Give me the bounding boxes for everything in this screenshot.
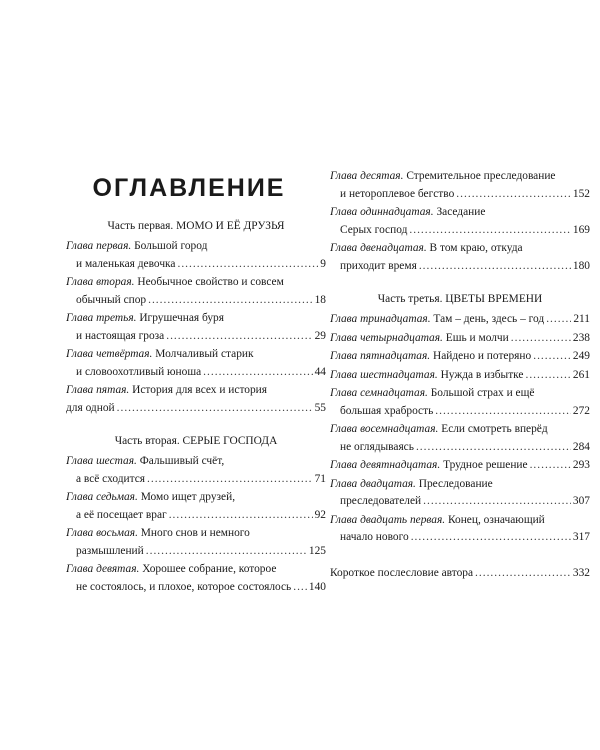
toc-title: ОГЛАВЛЕНИЕ bbox=[92, 174, 286, 202]
toc-entry-afterword bbox=[330, 565, 590, 583]
dot-leader bbox=[148, 292, 313, 310]
page-number: 125 bbox=[308, 544, 326, 557]
chapter-title: Найдено и потеряно bbox=[433, 350, 532, 362]
toc-entry bbox=[66, 346, 326, 381]
dot-leader bbox=[203, 364, 312, 382]
chapter-label: Глава седьмая. bbox=[66, 491, 138, 503]
chapter-title: Момо ищет друзей, bbox=[140, 491, 236, 503]
dot-leader bbox=[117, 400, 313, 418]
chapter-label: Глава первая. bbox=[66, 240, 132, 252]
toc-entry bbox=[330, 457, 590, 475]
chapter-title-cont: и нетороплевое бегство bbox=[340, 187, 455, 200]
toc-right-column bbox=[330, 168, 590, 583]
chapter-title: Нужда в избытке bbox=[440, 368, 524, 381]
chapter-title-cont: и настоящая гроза bbox=[76, 329, 165, 342]
chapter-label: Глава восемнадцатая. bbox=[330, 423, 439, 435]
chapter-title-cont: и маленькая девочка bbox=[76, 257, 176, 270]
dot-leader bbox=[166, 328, 312, 346]
chapter-title: Хорошее собрание, которое bbox=[142, 563, 277, 575]
chapter-title: Необычное свойство и совсем bbox=[137, 276, 284, 288]
toc-entry bbox=[66, 525, 326, 560]
toc-entry bbox=[66, 274, 326, 309]
dot-leader bbox=[293, 579, 307, 597]
chapter-label: Глава десятая. bbox=[330, 170, 404, 182]
part-heading: Часть вторая. СЕРЫЕ ГОСПОДА bbox=[114, 435, 278, 447]
chapter-label: Глава восьмая. bbox=[66, 527, 138, 539]
dot-leader bbox=[416, 439, 571, 457]
page-number: 18 bbox=[314, 293, 326, 306]
chapter-title: Если смотреть вперёд bbox=[441, 423, 548, 435]
page-number: 211 bbox=[573, 313, 590, 325]
page-number: 284 bbox=[572, 440, 590, 453]
toc-entry bbox=[66, 561, 326, 596]
toc-entry bbox=[330, 476, 590, 511]
chapter-title: История для всех и история bbox=[132, 384, 267, 396]
chapter-title: Фальшивый счёт, bbox=[139, 455, 225, 467]
chapter-label: Глава шестнадцатая. bbox=[330, 368, 438, 381]
chapter-title: Стремительное преследование bbox=[406, 170, 556, 182]
page-number: 249 bbox=[572, 350, 590, 362]
page-number: 317 bbox=[572, 531, 590, 543]
page-number: 71 bbox=[314, 472, 326, 485]
toc-entry bbox=[66, 453, 326, 488]
dot-leader bbox=[169, 507, 313, 525]
chapter-label: Глава девятнадцатая. bbox=[330, 459, 441, 471]
chapter-title: Трудное решение bbox=[443, 459, 528, 471]
chapter-title-cont: не состоялось, и плохое, которое состоялось bbox=[76, 580, 292, 593]
chapter-title-cont: начало нового bbox=[340, 531, 409, 543]
toc-entry bbox=[330, 385, 590, 420]
chapter-title: В том краю, откуда bbox=[429, 242, 523, 254]
chapter-title-cont: а её посещает враг bbox=[76, 508, 167, 521]
chapter-title: Молчаливый старик bbox=[155, 348, 254, 360]
chapter-title: Там – день, здесь – год bbox=[433, 313, 545, 325]
chapter-label: Глава семнадцатая. bbox=[330, 387, 428, 399]
chapter-label: Глава двадцать первая. bbox=[330, 513, 446, 526]
chapter-title: Игрушечная буря bbox=[139, 312, 224, 324]
page-number: 332 bbox=[572, 566, 590, 579]
page-number: 9 bbox=[320, 257, 326, 270]
toc-entry bbox=[330, 421, 590, 456]
chapter-title: Заседание bbox=[436, 206, 486, 218]
chapter-label: Глава третья. bbox=[66, 312, 137, 324]
dot-leader bbox=[525, 367, 570, 385]
chapter-label: Глава четырнадцатая. bbox=[330, 331, 443, 344]
chapter-title-cont: размышлений bbox=[76, 544, 144, 557]
chapter-title-cont: а всё сходится bbox=[76, 472, 146, 485]
page-number: 261 bbox=[572, 368, 590, 381]
chapter-title: Много снов и немного bbox=[140, 527, 250, 539]
page-number: 272 bbox=[572, 404, 590, 417]
chapter-label: Глава двенадцатая. bbox=[330, 242, 427, 254]
page-number: 180 bbox=[572, 259, 590, 272]
chapter-title: Большой страх и ещё bbox=[430, 387, 535, 399]
chapter-title-cont: обычный спор bbox=[76, 293, 147, 306]
page-number: 152 bbox=[572, 187, 590, 200]
chapter-label: Глава пятнадцатая. bbox=[330, 350, 431, 362]
toc-entry bbox=[330, 204, 590, 239]
dot-leader bbox=[411, 529, 571, 547]
toc-entry bbox=[330, 330, 590, 348]
page-number: 55 bbox=[314, 401, 326, 414]
chapter-label: Глава пятая. bbox=[66, 384, 130, 396]
page-number: 169 bbox=[572, 223, 590, 236]
dot-leader bbox=[146, 543, 307, 561]
page-number: 92 bbox=[314, 508, 326, 521]
part-heading: Часть первая. МОМО И ЕЁ ДРУЗЬЯ bbox=[107, 220, 285, 232]
toc-entry bbox=[330, 512, 590, 547]
toc-left-column bbox=[66, 212, 326, 597]
toc-entry bbox=[66, 489, 326, 524]
toc-entry bbox=[330, 367, 590, 385]
chapter-title: Большой город bbox=[134, 240, 208, 252]
chapter-label: Глава тринадцатая. bbox=[330, 313, 431, 325]
page-number: 307 bbox=[572, 495, 590, 507]
toc-entry bbox=[330, 348, 590, 366]
dot-leader bbox=[423, 493, 571, 511]
dot-leader bbox=[456, 186, 571, 204]
toc-entry bbox=[66, 238, 326, 273]
toc-entry bbox=[66, 382, 326, 417]
chapter-title-cont: и словоохотливый юноша bbox=[76, 365, 202, 378]
chapter-title-cont: не оглядываясь bbox=[340, 440, 414, 453]
chapter-label: Глава вторая. bbox=[66, 276, 135, 288]
dot-leader bbox=[147, 471, 313, 489]
chapter-label: Глава одиннадцатая. bbox=[330, 206, 434, 218]
dot-leader bbox=[530, 457, 571, 475]
dot-leader bbox=[511, 330, 571, 348]
chapter-title: Преследование bbox=[418, 477, 493, 490]
chapter-label: Глава четвёртая. bbox=[66, 348, 153, 360]
dot-leader bbox=[546, 311, 571, 329]
toc-entry bbox=[330, 311, 590, 329]
part-heading: Часть третья. ЦВЕТЫ ВРЕМЕНИ bbox=[377, 293, 543, 305]
page-number: 140 bbox=[308, 580, 326, 593]
chapter-title: Конец, означающий bbox=[447, 513, 545, 526]
chapter-title-cont: для одной bbox=[66, 401, 115, 414]
dot-leader bbox=[435, 403, 571, 421]
page-number: 29 bbox=[314, 329, 326, 342]
chapter-label: Глава двадцатая. bbox=[330, 477, 416, 490]
dot-leader bbox=[475, 565, 571, 583]
dot-leader bbox=[177, 256, 318, 274]
chapter-label: Глава девятая. bbox=[66, 563, 140, 575]
dot-leader bbox=[419, 258, 571, 276]
chapter-title: Ешь и молчи bbox=[445, 331, 509, 344]
chapter-title-cont: Серых господ bbox=[340, 223, 408, 236]
chapter-label: Глава шестая. bbox=[66, 455, 137, 467]
chapter-title-cont: преследователей bbox=[340, 495, 422, 507]
page-number: 293 bbox=[572, 459, 590, 471]
chapter-title-cont: большая храбрость bbox=[340, 404, 434, 417]
toc-entry bbox=[330, 168, 590, 203]
toc-entry bbox=[330, 240, 590, 275]
toc-entry bbox=[66, 310, 326, 345]
chapter-title-cont: приходит время bbox=[340, 259, 417, 272]
page-number: 44 bbox=[314, 365, 326, 378]
dot-leader bbox=[409, 222, 571, 240]
page-number: 238 bbox=[572, 331, 590, 344]
dot-leader bbox=[533, 348, 571, 366]
afterword-title: Короткое послесловие автора bbox=[330, 566, 474, 579]
